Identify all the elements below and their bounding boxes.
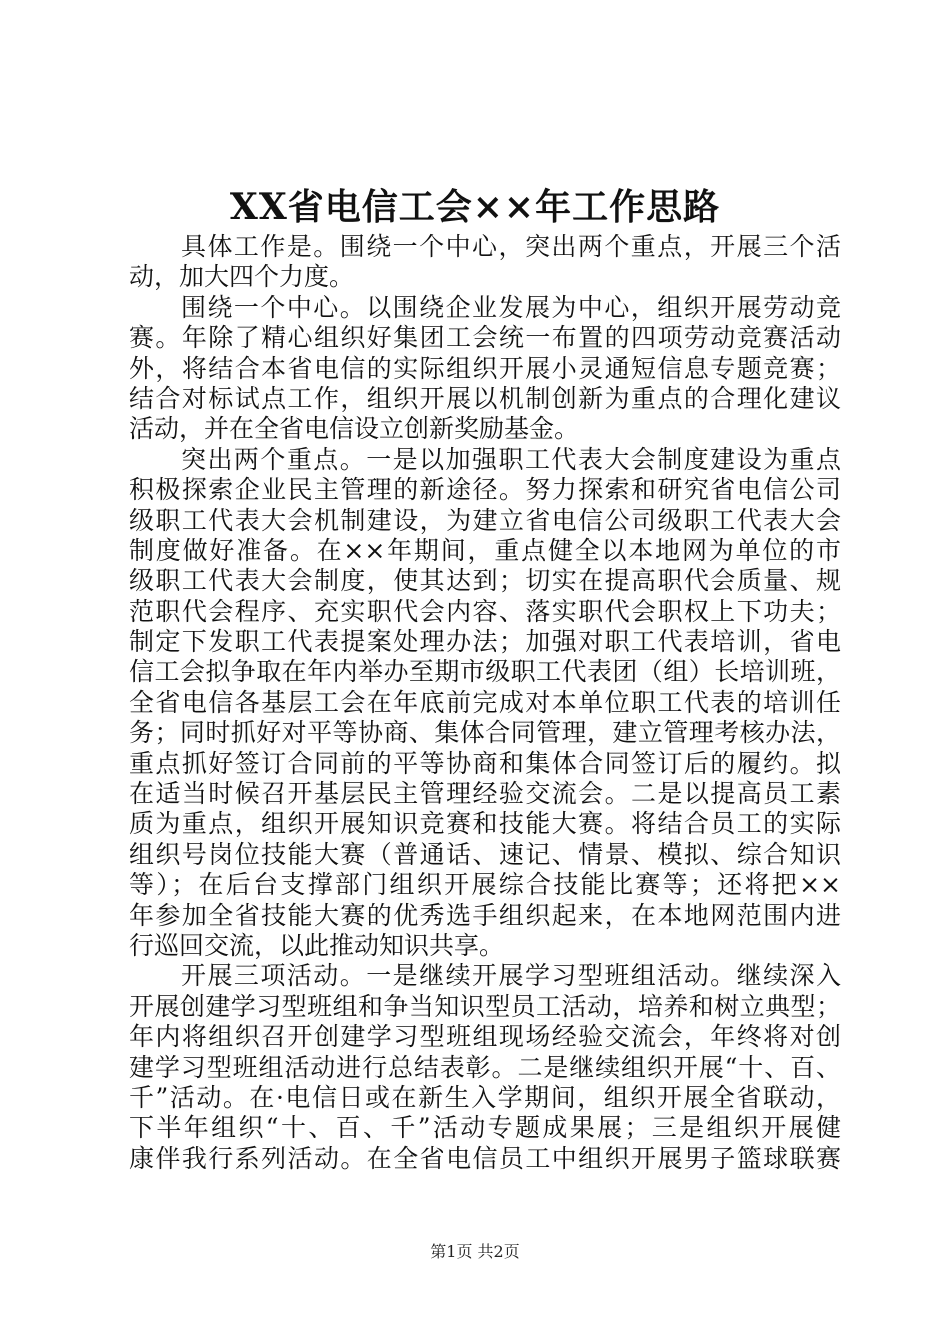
body-line: 制度做好准备。在××年期间，重点健全以本地网为单位的市	[129, 535, 841, 565]
body-line: 在适当时候召开基层民主管理经验交流会。二是以提高员工素	[129, 779, 841, 809]
body-line: 等）；在后台支撑部门组织开展综合技能比赛等；还将把××	[129, 870, 841, 900]
body-line: 开展三项活动。一是继续开展学习型班组活动。继续深入	[181, 961, 841, 991]
body-line: 活动，并在全省电信设立创新奖励基金。	[129, 414, 580, 444]
body-line: 制定下发职工代表提案处理办法；加强对职工代表培训，省电	[129, 627, 841, 657]
body-line: 质为重点，组织开展知识竞赛和技能大赛。将结合员工的实际	[129, 809, 841, 839]
body-line: 千”活动。在·电信日或在新生入学期间，组织开展全省联动，	[129, 1082, 841, 1112]
body-line: 级职工代表大会制度，使其达到；切实在提高职代会质量、规	[129, 566, 841, 596]
body-line: 围绕一个中心。以围绕企业发展为中心，组织开展劳动竞	[181, 292, 841, 322]
body-line: 建学习型班组活动进行总结表彰。二是继续组织开展“十、百、	[129, 1052, 841, 1082]
document-title: XX省电信工会××年工作思路	[229, 186, 721, 228]
body-line: 年内将组织召开创建学习型班组现场经验交流会，年终将对创	[129, 1022, 841, 1052]
body-line: 年参加全省技能大赛的优秀选手组织起来，在本地网范围内进	[129, 900, 841, 930]
body-line: 全省电信各基层工会在年底前完成对本单位职工代表的培训任	[129, 687, 841, 717]
body-line: 积极探索企业民主管理的新途径。努力探索和研究省电信公司	[129, 475, 841, 505]
body-line: 组织号岗位技能大赛（普通话、速记、情景、模拟、综合知识	[129, 839, 841, 869]
body-line: 范职代会程序、充实职代会内容、落实职代会职权上下功夫；	[129, 596, 841, 626]
body-line: 务；同时抓好对平等协商、集体合同管理，建立管理考核办法，	[129, 718, 841, 748]
body-line: 外，将结合本省电信的实际组织开展小灵通短信息专题竞赛；	[129, 353, 841, 383]
body-line: 赛。年除了精心组织好集团工会统一布置的四项劳动竞赛活动	[129, 323, 841, 353]
body-line: 开展创建学习型班组和争当知识型员工活动，培养和树立典型；	[129, 991, 841, 1021]
body-line: 重点抓好签订合同前的平等协商和集体合同签订后的履约。拟	[129, 748, 841, 778]
body-line: 信工会拟争取在年内举办至期市级职工代表团（组）长培训班，	[129, 657, 841, 687]
body-line: 动，加大四个力度。	[129, 262, 355, 292]
body-line: 具体工作是。围绕一个中心，突出两个重点，开展三个活	[181, 232, 841, 261]
page-footer: 第1页 共2页	[430, 1242, 520, 1261]
body-line: 下半年组织“十、百、千”活动专题成果展；三是组织开展健	[129, 1113, 841, 1143]
body-line: 康伴我行系列活动。在全省电信员工中组织开展男子篮球联赛	[129, 1143, 841, 1173]
body-line: 结合对标试点工作，组织开展以机制创新为重点的合理化建议	[129, 383, 841, 413]
body-line: 行巡回交流，以此推动知识共享。	[129, 930, 505, 960]
body-line: 突出两个重点。一是以加强职工代表大会制度建设为重点	[181, 444, 841, 474]
document-body	[129, 232, 841, 1174]
body-line: 级职工代表大会机制建设，为建立省电信公司级职工代表大会	[129, 505, 841, 535]
